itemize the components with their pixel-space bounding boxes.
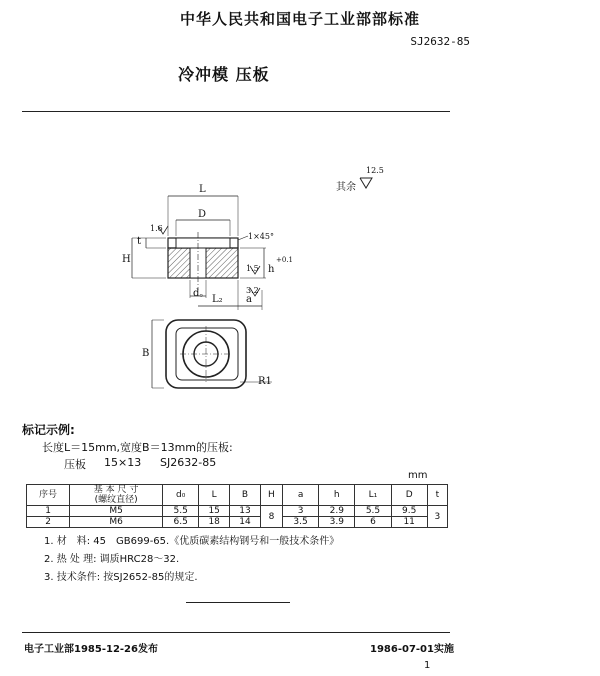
roughness-symbol-other [360, 178, 372, 188]
document-title: 冷冲模 压板 [178, 65, 270, 84]
example-standard: SJ2632-85 [160, 456, 217, 469]
dim-t: t [137, 236, 142, 247]
standard-org-title: 中华人民共和国电子工业部部标准 [179, 10, 420, 28]
dim-D: D [198, 209, 207, 220]
col-H: H [260, 485, 282, 506]
note-technical-conditions: 3. 技术条件: 按SJ2652-85的规定. [44, 572, 198, 583]
col-t: t [427, 485, 447, 506]
dim-L: L [199, 184, 206, 195]
dim-L2: L₂ [212, 294, 223, 305]
roughness-top: 1.6 [150, 224, 163, 233]
table-header-row [27, 485, 448, 506]
effective-date: 1986-07-01实施 [370, 644, 454, 655]
surface-note: 其余 [336, 182, 356, 193]
example-line1: 长度L＝15mm,宽度B＝13mm的压板: [42, 441, 233, 454]
col-B: B [230, 485, 261, 506]
roughness-side2: 3.2 [246, 286, 259, 295]
dim-d0: d。 [193, 288, 210, 299]
tol-h: +0.1 [276, 256, 293, 264]
footer-rule [22, 632, 450, 633]
dim-a: a [246, 294, 252, 305]
standard-number: SJ2632-85 [410, 35, 470, 48]
col-L1: L₁ [355, 485, 391, 506]
table-row: 2 M6 6.5 18 14 3.5 3.9 6 11 [27, 517, 448, 528]
table-row: 1 M5 5.5 15 13 8 3 2.9 5.5 9.5 3 [27, 506, 448, 517]
col-D: D [391, 485, 427, 506]
dim-B: B [142, 348, 150, 359]
example-name: 压板 [64, 458, 86, 471]
chamfer-note: 1×45° [248, 232, 274, 241]
col-no: 序号 [27, 485, 70, 506]
unit-label: mm [408, 470, 428, 481]
dim-R: R1 [258, 376, 272, 387]
dimension-table [26, 484, 448, 528]
end-rule [186, 602, 290, 603]
col-L: L [199, 485, 230, 506]
note-material: 1. 材 料: 45 GB699-65.《优质碳素结构钢号和一般技术条件》 [44, 536, 340, 547]
example-size: 15×13 [104, 456, 142, 469]
example-heading: 标记示例: [22, 423, 75, 437]
roughness-other: 12.5 [366, 166, 384, 175]
issued-date: 电子工业部1985-12-26发布 [24, 644, 158, 655]
roughness-side1: 1.5 [246, 264, 259, 273]
col-d0: d₀ [163, 485, 199, 506]
col-h: h [319, 485, 355, 506]
dim-H: H [122, 254, 131, 265]
col-basic-size: 基 本 尺 寸 (螺纹直径) [70, 485, 163, 506]
note-heat-treatment: 2. 热 处 理: 调质HRC28～32. [44, 554, 180, 565]
plan-view [152, 320, 272, 388]
page-number: 1 [424, 660, 431, 671]
col-a: a [282, 485, 318, 506]
t-merged-cell: 3 [427, 506, 447, 528]
dim-h: h [268, 264, 275, 275]
H-merged-cell: 8 [260, 506, 282, 528]
